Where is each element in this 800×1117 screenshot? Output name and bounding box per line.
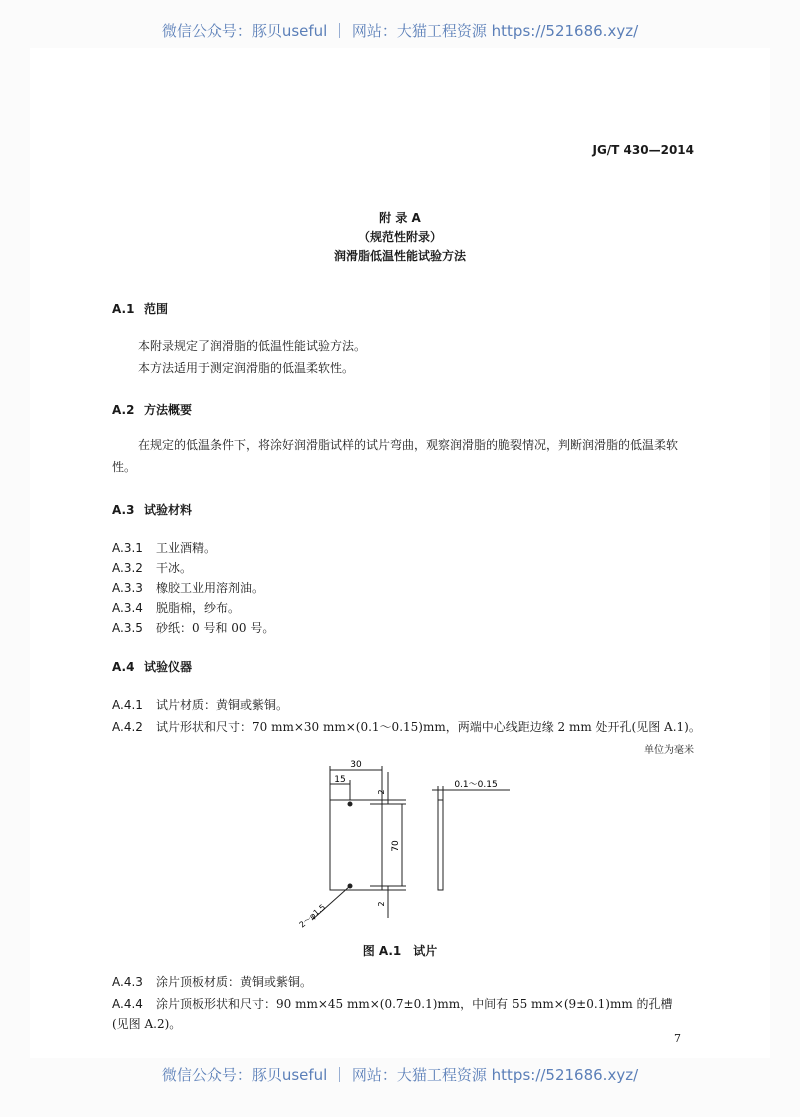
section-heading-a4 — [112, 658, 192, 675]
item-text: 试片材质：黄铜或紫铜。 — [156, 698, 289, 712]
item-number: A.4.4 — [112, 997, 143, 1011]
specimen-side-view — [438, 800, 443, 890]
section-title: 方法概要 — [144, 403, 193, 417]
dim-thickness: 0.1～0.15 — [454, 780, 498, 790]
dim-top: 2 — [377, 789, 386, 795]
section-number: A.4 — [112, 660, 135, 674]
list-item — [112, 599, 240, 616]
top-hole — [348, 802, 352, 806]
section-title: 范围 — [144, 302, 169, 316]
paragraph: 本附录规定了润滑脂的低温性能试验方法。 — [138, 339, 367, 353]
item-number: A.3.1 — [112, 541, 143, 555]
specimen-outline — [330, 800, 382, 890]
document-number: JG/T 430—2014 — [592, 143, 694, 157]
list-item — [112, 539, 216, 556]
watermark-bottom: 微信公众号：豚贝useful ｜ 网站：大猫工程资源 https://521686.xyz/ — [161, 1066, 639, 1084]
dim-bottom: 2 — [377, 901, 386, 907]
item-text: 脱脂棉，纱布。 — [156, 601, 241, 615]
item-text: 试片形状和尺寸：70 mm×30 mm×(0.1～0.15)mm，两端中心线距边缘 2 mm 处开孔(见图 A.1)。 — [156, 720, 701, 734]
item-text: 橡胶工业用溶剂油。 — [156, 581, 265, 595]
item-text: 涂片顶板材质：黄铜或紫铜。 — [156, 975, 313, 989]
section-title: 试验仪器 — [144, 660, 193, 674]
paragraph-continuation: (见图 A.2)。 — [112, 1017, 182, 1031]
watermark-top: 微信公众号：豚贝useful ｜ 网站：大猫工程资源 https://521686.xyz/ — [161, 22, 639, 40]
figure-caption: 图 A.1 试片 — [362, 944, 438, 958]
item-number: A.3.4 — [112, 601, 143, 615]
item-number: A.3.5 — [112, 621, 143, 635]
appendix-subtitle: （规范性附录） — [357, 230, 442, 244]
item-number: A.3.2 — [112, 561, 143, 575]
section-heading-a3 — [112, 501, 192, 518]
section-title: 试验材料 — [144, 503, 193, 517]
section-number: A.3 — [112, 503, 135, 517]
page-number: 7 — [674, 1032, 681, 1045]
list-item — [112, 559, 192, 576]
list-item — [112, 619, 274, 636]
item-text: 涂片顶板形状和尺寸：90 mm×45 mm×(0.7±0.1)mm，中间有 55 mm×(9±0.1)mm 的孔槽 — [156, 997, 673, 1011]
paragraph: 本方法适用于测定润滑脂的低温柔软性。 — [138, 361, 355, 375]
section-number: A.2 — [112, 403, 135, 417]
dim-width: 30 — [350, 760, 362, 770]
section-number: A.1 — [112, 302, 135, 316]
unit-note: 单位为毫米 — [644, 745, 694, 756]
item-text: 干冰。 — [156, 561, 193, 575]
item-number: A.3.3 — [112, 581, 143, 595]
item-text: 工业酒精。 — [156, 541, 217, 555]
list-item — [112, 973, 312, 990]
section-heading-a2 — [112, 401, 192, 418]
dim-length: 70 — [391, 840, 401, 852]
dim-half: 15 — [334, 775, 346, 785]
item-number: A.4.1 — [112, 698, 143, 712]
list-item — [112, 579, 264, 596]
appendix-name: 润滑脂低温性能试验方法 — [333, 249, 466, 263]
list-item — [112, 995, 673, 1012]
figure-a1 — [290, 758, 530, 930]
section-heading-a1 — [112, 300, 168, 317]
appendix-title: 附 录 A — [379, 211, 421, 225]
dim-hole: 2～φ1.5 — [297, 902, 328, 930]
list-item — [112, 718, 701, 735]
list-item — [112, 696, 288, 713]
paragraph: 在规定的低温条件下，将涂好润滑脂试样的试片弯曲，观察润滑脂的脆裂情况，判断润滑脂的低温柔软性。 — [112, 438, 679, 474]
item-number: A.4.2 — [112, 720, 143, 734]
item-text: 砂纸：0 号和 00 号。 — [156, 621, 275, 635]
item-number: A.4.3 — [112, 975, 143, 989]
